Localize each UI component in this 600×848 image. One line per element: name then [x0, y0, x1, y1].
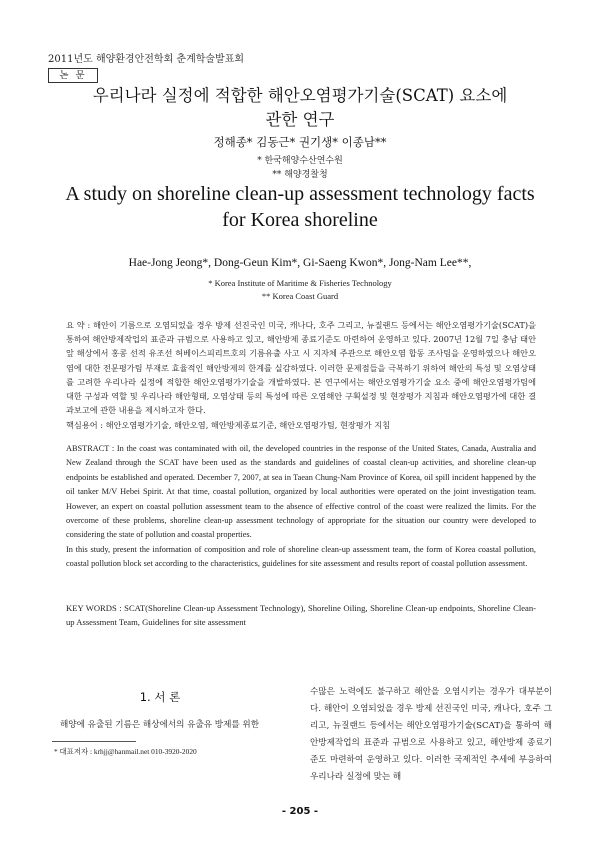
english-abstract-paragraph-2: In this study, present the information of composition and role of shoreline clean-up assessment team, the form of Korea coastal pollution, coastal pollution block set according to the characteristics, guidelines for site assessment and results report of coastal pollution assessment.	[66, 544, 536, 569]
english-abstract	[66, 442, 536, 572]
english-affiliation-1: * Korea Institute of Maritime & Fisheries Technology	[208, 278, 392, 288]
page-number: - 205 -	[281, 806, 319, 817]
section-heading-introduction: 1. 서 론	[139, 690, 181, 704]
footnote: * 대표저자 : krhjj@hanmail.net 010-3920-2020	[54, 747, 197, 756]
conference-header: 2011년도 해양환경안전학회 춘계학술발표회	[48, 54, 245, 65]
korean-keywords: 핵심용어 : 해안오염평가기술, 해안오염, 해안방제종료기준, 해안오염평가팀, 현장평가 지침	[66, 420, 391, 430]
korean-authors: 정해종* 김동근* 권기생* 이종남**	[213, 135, 387, 149]
footnote-rule	[52, 741, 136, 742]
english-abstract-paragraph-1: ABSTRACT : In the coast was contaminated with oil, the developed countries in the response of the United States, Canada, Australia and New Zealand through the SCAT have been used as the standards and guidelines of coastal clean-up activities, and shoreline clean-up endpoints be established and operated. December 7, 2007, at sea in Taean Chung-Nam Province of Korea, oil spill incident happened by the oil tanker M/V Hebei Spirit. At that time, coastal pollution, organized by local authorities were operated on the joint investigation team. However, an expert on coastal pollution assessment team to the absence of effective control of the coast were realized the limits. For the overcome of these problems, shoreline clean-up assessment technology of appropriate for the situation our country were developed to considering the state of pollution and coastal properties.	[66, 444, 536, 540]
korean-title-line1: 우리나라 실정에 적합한 해안오염평가기술(SCAT) 요소에	[92, 86, 508, 105]
korean-abstract: 요 약 : 해안이 기름으로 오염되었을 경우 방제 선진국인 미국, 캐나다, 호주 그리고, 뉴질랜드 등에서는 해안오염평가기술(SCAT)을 통하여 해안방제작업의 표준과 규범으로 사용하고 있고, 해안방제 종료기준도 마련하여 운영하고 있다. 2007년 12월 7일 충남 태안 앞 해상에서 홍콩 선적 유조선 허베이스피리트호의 기름유출 사고 시 지자체 주관으로 해안오염 합동 조사팀을 운영하였으나 해안오염에 대한 전문평가팀 부재로 효율적인 해안방제의 한계를 실감하였다. 이러한 문제점들을 극복하기 위하여 해안의 특성 및 오염상태를 고려한 우리나라 실정에 적합한 해안오염평가기술을 개발하였다. 본 연구에서는 해안오염평가기술 요소 중에 해안오염평가팀에 대한 구성과 역할 및 우리나라 해안형태, 오염상태 등의 특성에 따른 오염해안 구획설정 및 현장평가 지침과 해안오염평가에 대한 결과보고에 관한 내용을 제시하고자 한다.	[66, 320, 536, 416]
english-authors: Hae-Jong Jeong*, Dong-Geun Kim*, Gi-Saeng Kwon*, Jong-Nam Lee**,	[128, 257, 472, 269]
english-title-line2: for Korea shoreline	[222, 209, 378, 231]
korean-affiliation-1: * 한국해양수산연수원	[257, 156, 343, 166]
paper-type-tag: 논 문	[48, 68, 98, 83]
english-keywords: KEY WORDS : SCAT(Shoreline Clean-up Assessment Technology), Shoreline Oiling, Shoreline Clean-up endpoints, Shoreline Clean-up Assessment Team, Guidelines for site assessment	[66, 603, 536, 628]
korean-title-line2: 관한 연구	[265, 110, 335, 129]
body-right-column: 수많은 노력에도 불구하고 해안을 오염시키는 경우가 대부분이다. 해안이 오염되었을 경우 방제 선진국인 미국, 캐나다, 호주 그리고, 뉴질랜드 등에서는 해안오염평가기술(SCAT)을 통하여 해안방제작업의 표준과 규범으로 사용하고 있고, 해안방제 종료기준도 마련하여 운영하고 있다. 이러한 국제적인 추세에 부응하여 우리나라 실정에 맞는 해	[310, 687, 552, 782]
english-affiliation-2: ** Korea Coast Guard	[261, 291, 339, 301]
korean-affiliation-2: ** 해양경찰청	[272, 170, 328, 180]
english-title-line1: A study on shoreline clean-up assessment technology facts	[65, 183, 535, 205]
body-left-column: 해양에 유출된 기름은 해상에서의 유출유 방제를 위한	[60, 720, 260, 730]
